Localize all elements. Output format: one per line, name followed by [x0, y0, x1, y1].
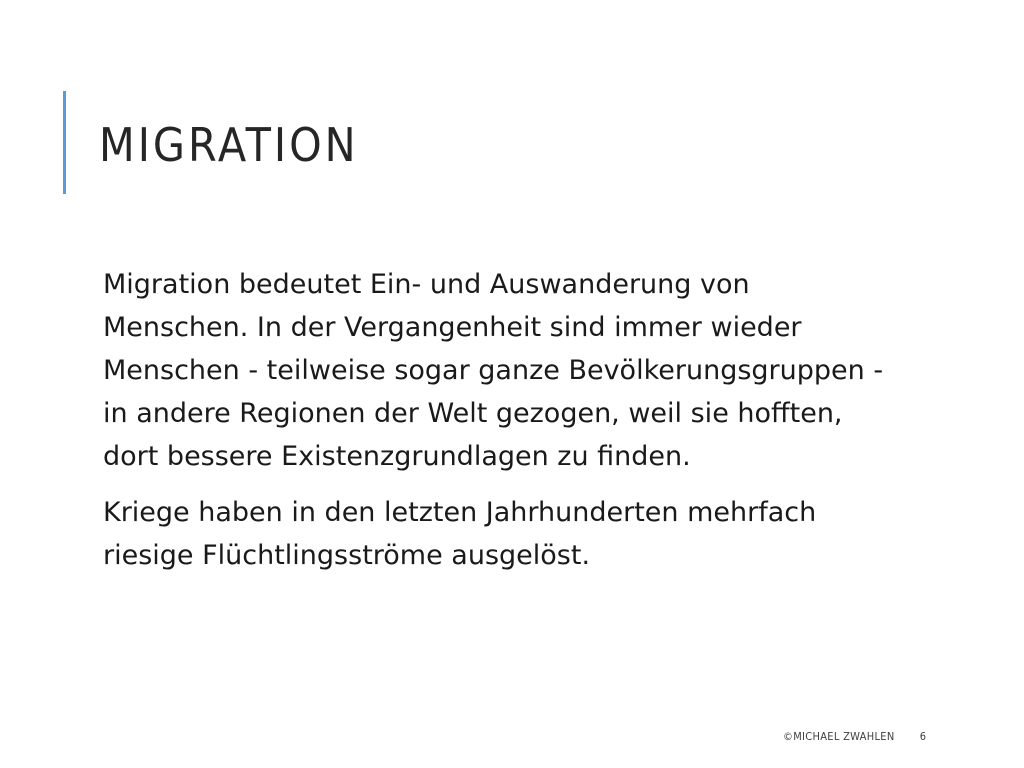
slide-number: 6	[919, 730, 926, 743]
body-paragraph: Migration bedeutet Ein- und Auswanderung von Menschen. In der Vergangenheit sind immer wieder Menschen - teilweise sogar ganze Bevölkerungsgruppen - in andere Regionen der Welt gezogen, weil sie hofften, dort bessere Existenzgrundlagen zu finden.	[103, 269, 884, 472]
slide-body	[103, 263, 893, 590]
slide-footer	[783, 730, 926, 743]
title-accent-bar	[63, 91, 66, 194]
body-paragraph: Kriege haben in den letzten Jahrhunderten mehrfach riesige Flüchtlingsströme ausgelöst.	[103, 497, 817, 571]
slide-title: MIGRATION	[99, 118, 359, 172]
footer-copyright: ©MICHAEL ZWAHLEN	[783, 730, 895, 743]
